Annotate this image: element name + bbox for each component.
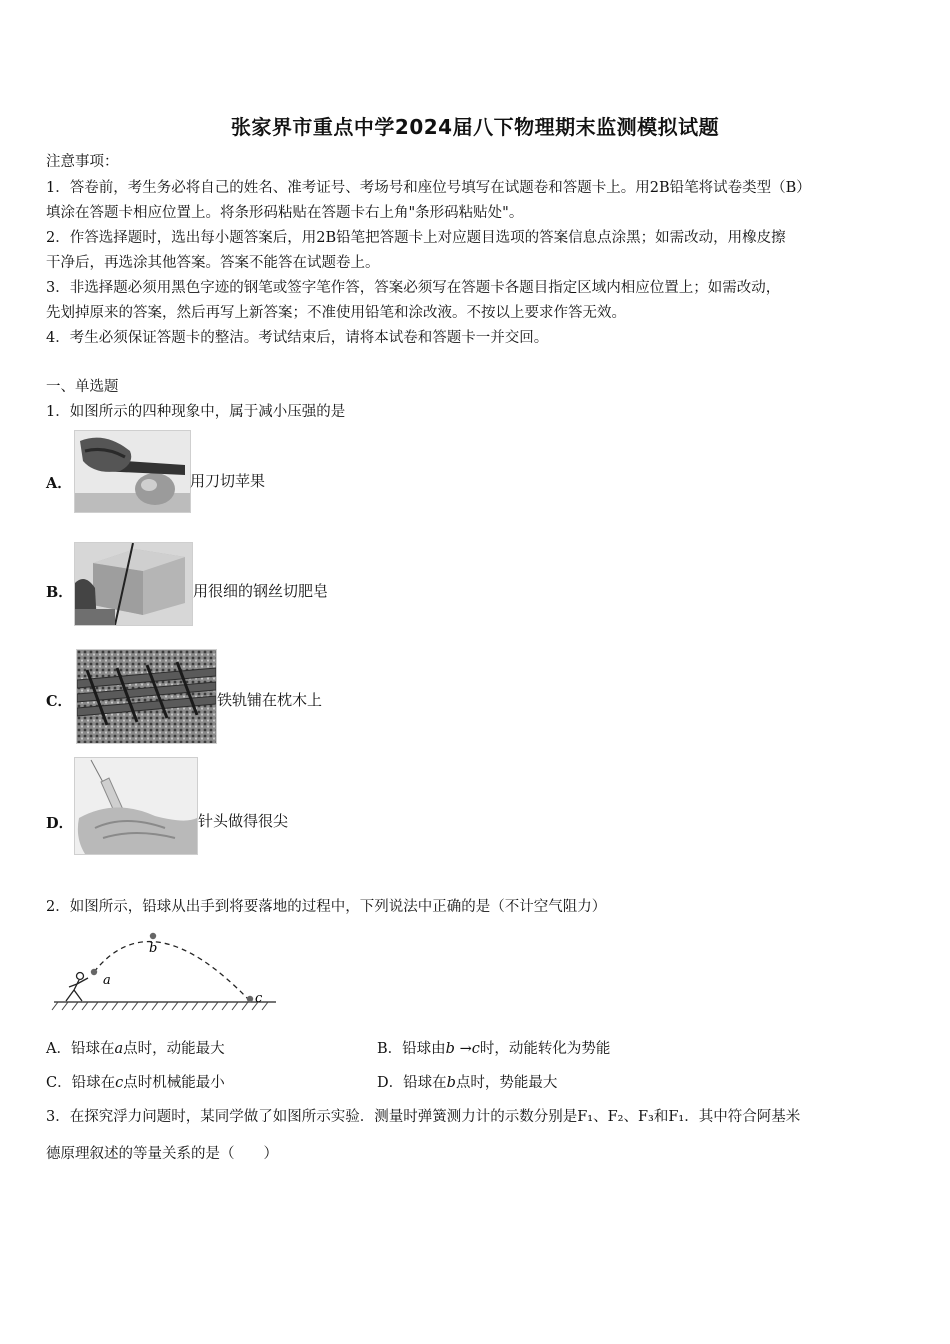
question-3-stem-line-1: 3．在探究浮力问题时，某同学做了如图所示实验．测量时弹簧测力计的示数分别是F₁、F₂、F₃和F₁．其中符合阿基米 (46, 1109, 801, 1125)
notice-line: 填涂在答题卡相应位置上。将条形码粘贴在答题卡右上角"条形码粘贴处"。 (46, 205, 524, 221)
athlete-figure (66, 973, 88, 1002)
q1-option-d-text: 针头做得很尖 (198, 812, 289, 830)
wire-soap-photo (74, 542, 193, 626)
q1-option-c-label: C． (46, 693, 73, 710)
question-1-stem: 1．如图所示的四种现象中，属于减小压强的是 (46, 404, 346, 420)
q2-option-c: C．铅球在c点时机械能最小 (46, 1075, 225, 1091)
notice-line: 3．非选择题必须用黑色字迹的钢笔或签字笔作答，答案必须写在答题卡各题目指定区域内相应位置上；如需改动， (46, 280, 781, 296)
q1-option-d-label: D． (46, 815, 74, 832)
q1-option-b-text: 用很细的钢丝切肥皂 (193, 582, 329, 600)
page-title: 张家界市重点中学2024届八下物理期末监测模拟试题 (230, 115, 720, 139)
q2-option-b: B．铅球由b →c时，动能转化为势能 (377, 1041, 611, 1057)
question-3-stem-line-2: 德原理叙述的等量关系的是（ ） (46, 1146, 278, 1162)
shot-put-trajectory-diagram (50, 924, 280, 1016)
q2-option-a: A．铅球在a点时，动能最大 (46, 1041, 225, 1057)
notice-line: 4．考生必须保证答题卡的整洁。考试结束后，请将本试卷和答题卡一并交回。 (46, 330, 549, 346)
q1-option-a-text: 用刀切苹果 (190, 472, 266, 490)
notice-line: 1．答卷前，考生务必将自己的姓名、准考证号、考场号和座位号填写在试题卷和答题卡上。用2B铅笔将试卷类型（B） (46, 180, 811, 196)
notice-line: 干净后，再选涂其他答案。答案不能答在试题卷上。 (46, 255, 380, 271)
knife-apple-photo (74, 430, 191, 513)
question-2-stem: 2．如图所示，铅球从出手到将要落地的过程中，下列说法中正确的是（不计空气阻力） (46, 899, 607, 915)
point-a-label: a (103, 973, 111, 988)
point-b-label: b (149, 941, 158, 956)
q1-option-c-text: 铁轨铺在枕木上 (217, 691, 323, 709)
notice-line: 先划掉原来的答案，然后再写上新答案；不准使用铅笔和涂改液。不按以上要求作答无效。 (46, 305, 626, 321)
syringe-needle-photo (74, 757, 198, 855)
section-heading: 一、单选题 (46, 379, 119, 395)
notice-line: 2．作答选择题时，选出每小题答案后，用2B铅笔把答题卡上对应题目选项的答案信息点涂黑；如需改动，用橡皮擦 (46, 230, 786, 246)
q1-option-b-label: B． (46, 584, 73, 601)
q1-option-a-label: A． (46, 475, 72, 492)
point-c-label: c (255, 991, 263, 1006)
q2-option-d: D．铅球在b点时，势能最大 (377, 1075, 558, 1091)
notice-heading: 注意事项： (46, 154, 119, 170)
railway-sleepers-photo (76, 649, 217, 744)
